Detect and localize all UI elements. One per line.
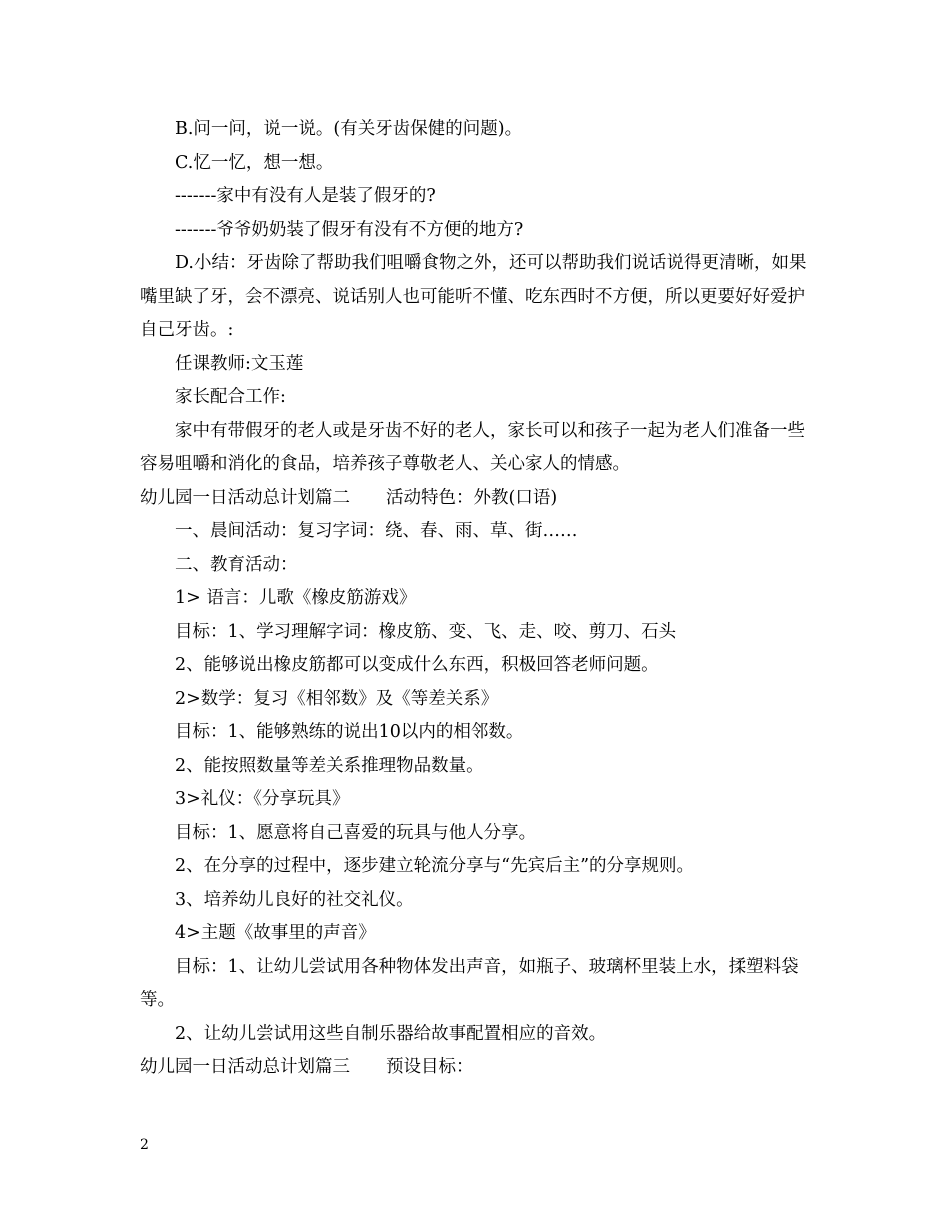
document-body bbox=[140, 113, 812, 1085]
paragraph: 二、教育活动： bbox=[175, 554, 298, 575]
paragraph: 目标：1、能够熟练的说出10以内的相邻数。 bbox=[175, 722, 524, 742]
page-number: 2 bbox=[140, 1137, 149, 1153]
paragraph: 2、在分享的过程中，逐步建立轮流分享与“先宾后主”的分享规则。 bbox=[175, 856, 695, 876]
section-heading bbox=[140, 482, 812, 516]
paragraph: 1> 语言：儿歌《橡皮筋游戏》 bbox=[175, 588, 417, 608]
paragraph: 家长配合工作: bbox=[175, 387, 286, 407]
paragraph: B.问一问，说一说。(有关牙齿保健的问题)。 bbox=[175, 119, 523, 139]
section-title: 幼儿园一日活动总计划篇二 bbox=[140, 487, 350, 508]
paragraph: 家中有带假牙的老人或是牙齿不好的老人，家长可以和孩子一起为老人们准备一些容易咀嚼和消化的食品，培养孩子尊敬老人、关心家人的情感。 bbox=[140, 420, 805, 474]
paragraph: 任课教师:文玉莲 bbox=[175, 353, 304, 374]
paragraph: 2、让幼儿尝试用这些自制乐器给故事配置相应的音效。 bbox=[175, 1023, 607, 1044]
paragraph: D.小结：牙齿除了帮助我们咀嚼食物之外，还可以帮助我们说话说得更清晰，如果嘴里缺了牙，会不漂亮、说话别人也可能听不懂、吃东西时不方便，所以更要好好爱护自己牙齿。: bbox=[140, 253, 807, 340]
paragraph: 目标：1、愿意将自己喜爱的玩具与他人分享。 bbox=[175, 822, 537, 843]
paragraph: 2、能按照数量等差关系推理物品数量。 bbox=[175, 755, 484, 776]
section-subtitle: 预设目标： bbox=[386, 1057, 474, 1077]
section-title: 幼儿园一日活动总计划篇三 bbox=[140, 1057, 350, 1077]
paragraph: -------爷爷奶奶装了假牙有没有不方便的地方? bbox=[175, 219, 524, 240]
section-subtitle: 活动特色：外教(口语) bbox=[386, 487, 558, 508]
section-heading bbox=[140, 1051, 812, 1085]
paragraph: 目标：1、学习理解字词：橡皮筋、变、飞、走、咬、剪刀、石头 bbox=[175, 621, 677, 642]
paragraph: 目标：1、让幼儿尝试用各种物体发出声音，如瓶子、玻璃杯里装上水，揉塑料袋等。 bbox=[140, 956, 799, 1010]
paragraph: 一、晨间活动：复习字词：绕、春、雨、草、街…… bbox=[175, 521, 578, 541]
paragraph: 2、能够说出橡皮筋都可以变成什么东西，积极回答老师问题。 bbox=[175, 655, 659, 675]
paragraph: 2>数学：复习《相邻数》及《等差关系》 bbox=[175, 688, 499, 709]
paragraph: C.忆一忆，想一想。 bbox=[175, 152, 334, 173]
paragraph: 4>主题《故事里的声音》 bbox=[175, 923, 376, 943]
paragraph: 3、培养幼儿良好的社交礼仪。 bbox=[175, 889, 414, 910]
paragraph: 3>礼仪：《分享玩具》 bbox=[175, 789, 350, 809]
paragraph: -------家中有没有人是装了假牙的? bbox=[175, 186, 436, 206]
